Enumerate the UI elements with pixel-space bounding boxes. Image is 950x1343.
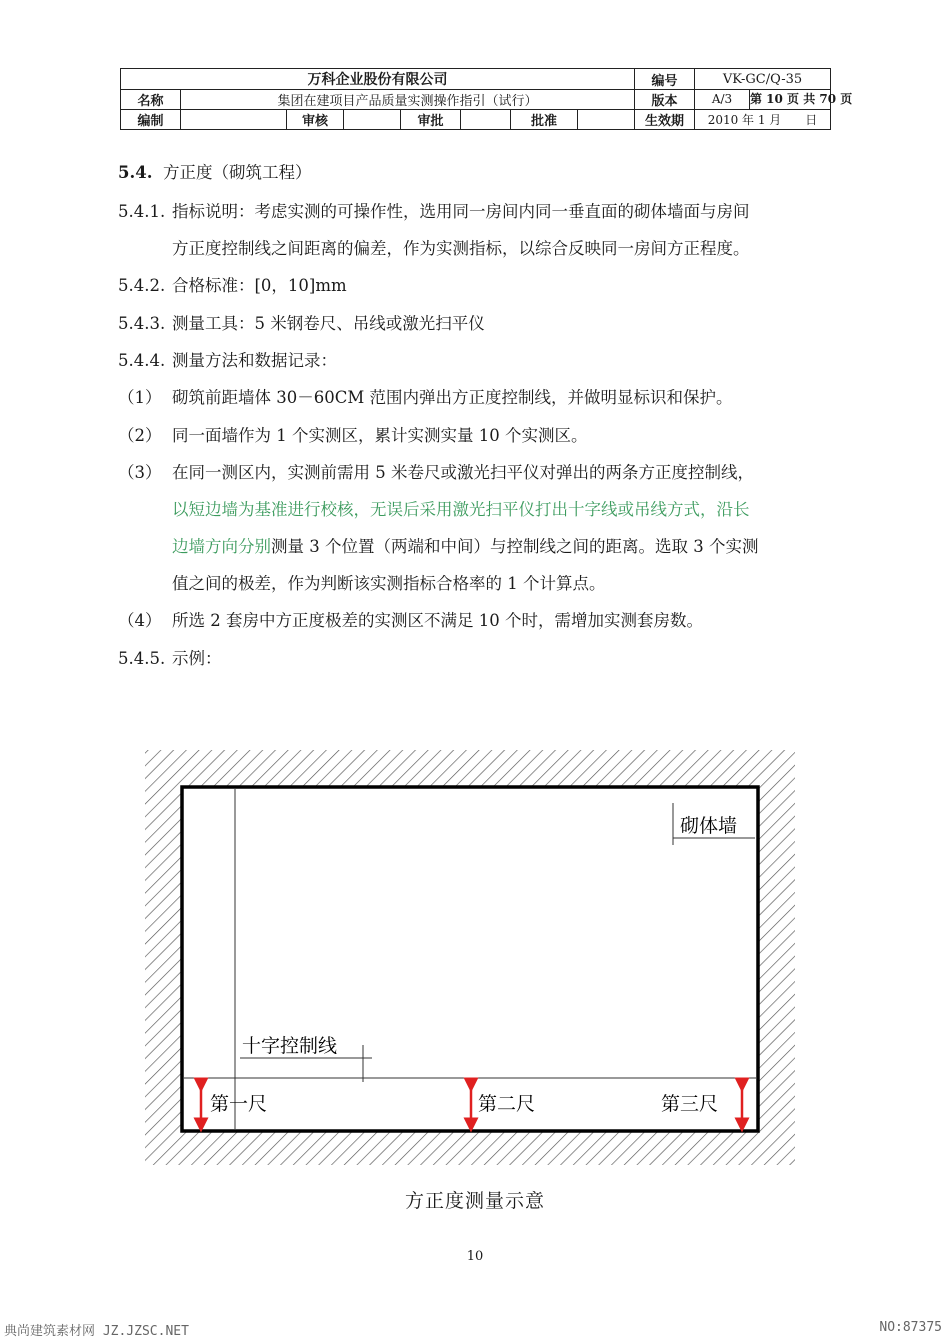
review-label: 审核	[287, 110, 344, 130]
document-name: 集团在建项目产品质量实测操作指引（试行）	[181, 90, 635, 110]
text-line: 测量方法和数据记录：	[172, 351, 337, 370]
text-line-highlight: 以短边墙为基准进行校核，无误后采用激光扫平仪打出十字线或吊线方式，沿长	[172, 500, 750, 519]
measure-3-label: 第三尺	[661, 1093, 719, 1115]
item-number: 5.4.3.	[118, 314, 166, 333]
text-line: 合格标准：[0，10]mm	[172, 276, 347, 295]
approve-value	[461, 110, 511, 130]
squareness-diagram	[140, 745, 800, 1170]
wall-label: 砌体墙	[680, 815, 738, 837]
text-normal: 测量 3 个位置（两端和中间）与控制线之间的距离。选取 3 个实测	[271, 537, 759, 556]
room-outline	[182, 787, 758, 1131]
name-label: 名称	[121, 90, 181, 110]
text-line: 同一面墙作为 1 个实测区，累计实测实量 10 个实测区。	[172, 426, 588, 445]
ratify-label: 批准	[511, 110, 578, 130]
text-line-mixed	[172, 537, 758, 557]
text-line: 指标说明：考虑实测的可操作性，选用同一房间内同一垂直面的砌体墙面与房间	[172, 202, 750, 221]
item-number: 5.4.4.	[118, 351, 166, 370]
text-line: 值之间的极差，作为判断该实测指标合格率的 1 个计算点。	[172, 574, 606, 593]
item-number: （4）	[118, 611, 162, 630]
page-number: 10	[466, 1249, 484, 1264]
code-value: VK-GC/Q-35	[695, 69, 831, 90]
text-line: 示例：	[172, 649, 222, 668]
section-number: 5.4.	[118, 163, 153, 182]
text-line: 砌筑前距墙体 30－60CM 范围内弹出方正度控制线，并做明显标识和保护。	[172, 388, 733, 407]
effective-value: 2010 年 1 月 日	[695, 110, 831, 130]
code-label: 编号	[635, 69, 695, 90]
cross-control-label: 十字控制线	[242, 1035, 338, 1057]
item-number: 5.4.2.	[118, 276, 166, 295]
item-number: 5.4.1.	[118, 202, 166, 221]
version-label: 版本	[635, 90, 695, 110]
version-value: A/3	[695, 90, 750, 109]
document-header-table	[120, 68, 853, 130]
paragraph-5-4-1	[118, 202, 165, 222]
item-number: （1）	[118, 388, 162, 407]
compile-label: 编制	[121, 110, 181, 130]
company-name: 万科企业股份有限公司	[121, 69, 635, 90]
item-number: 5.4.5.	[118, 649, 166, 668]
compile-value	[181, 110, 287, 130]
section-title: 方正度（砌筑工程）	[162, 163, 312, 182]
approve-label: 审批	[401, 110, 461, 130]
text-line: 方正度控制线之间距离的偏差，作为实测指标，以综合反映同一房间方正程度。	[172, 239, 750, 258]
item-number: （2）	[118, 426, 162, 445]
page-info: 第 10 页 共 70 页	[750, 92, 853, 106]
item-number: （3）	[118, 463, 162, 482]
watermark-right: NO:87375	[879, 1320, 942, 1335]
text-line: 所选 2 套房中方正度极差的实测区不满足 10 个时，需增加实测套房数。	[172, 611, 703, 630]
effective-label: 生效期	[635, 110, 695, 130]
ratify-value	[578, 110, 635, 130]
watermark-left: 典尚建筑素材网 JZ.JZSC.NET	[4, 1324, 189, 1339]
review-value	[344, 110, 401, 130]
diagram-caption: 方正度测量示意	[404, 1190, 545, 1212]
measure-1-label: 第一尺	[210, 1093, 268, 1115]
section-heading	[118, 163, 311, 183]
text-line: 测量工具：5 米钢卷尺、吊线或激光扫平仪	[172, 314, 485, 333]
text-line: 在同一测区内，实测前需用 5 米卷尺或激光扫平仪对弹出的两条方正度控制线，	[172, 463, 754, 482]
text-highlight: 边墙方向分别	[172, 537, 271, 556]
measure-2-label: 第二尺	[478, 1093, 536, 1115]
